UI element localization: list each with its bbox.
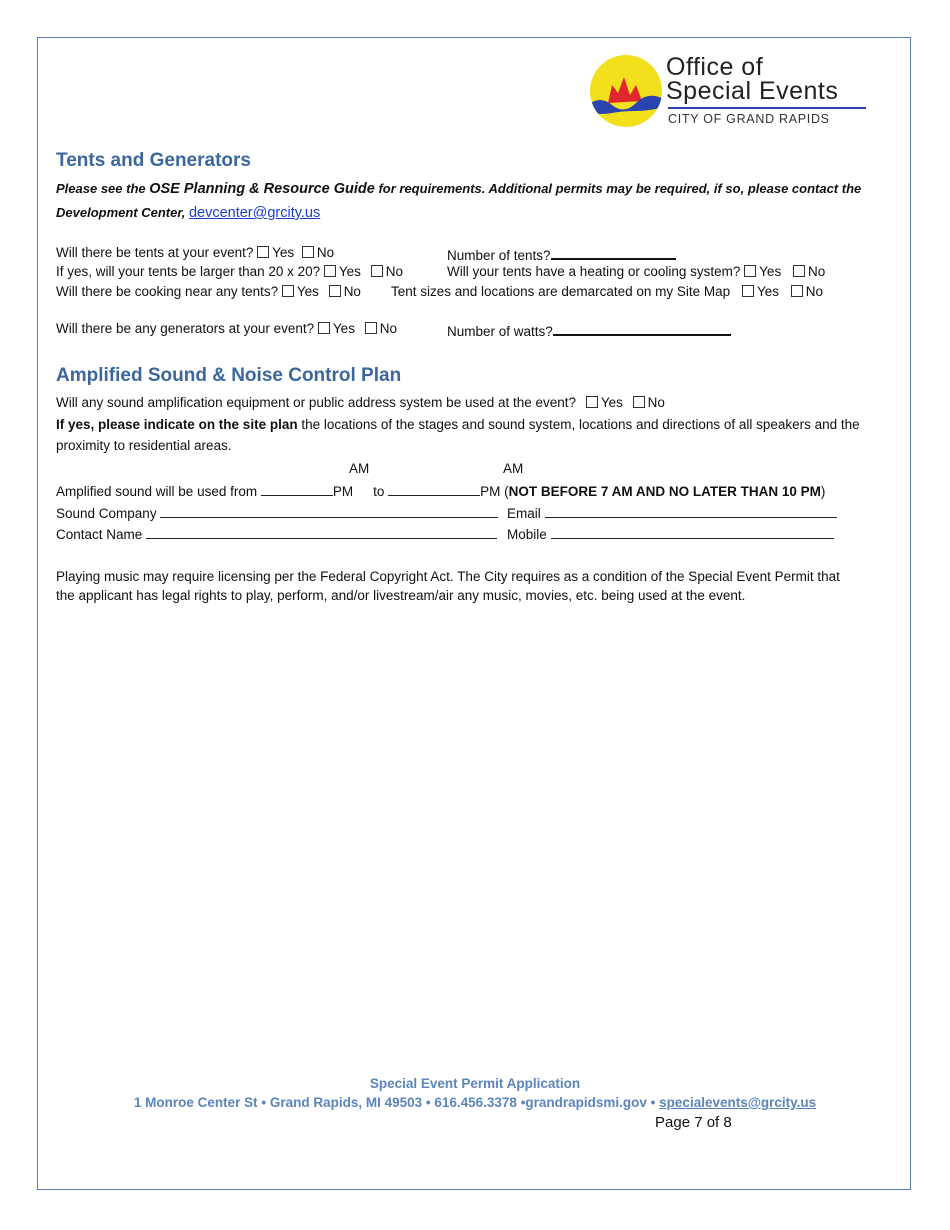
amplification-yes-checkbox[interactable] [586, 396, 598, 408]
sound-time-row: Amplified sound will be used from PM to PM (NOT BEFORE 7 AM AND NO LATER THAN 10 PM) [56, 481, 825, 501]
office-of-special-events-logo [590, 55, 895, 130]
logo-divider [668, 107, 866, 109]
end-am-label: AM [503, 461, 524, 476]
generators-yes-checkbox[interactable] [318, 322, 330, 334]
tents-larger-yes-checkbox[interactable] [324, 265, 336, 277]
contact-name-field[interactable] [146, 524, 497, 539]
cooking-no-checkbox[interactable] [329, 285, 341, 297]
logo-emblem-icon [590, 55, 662, 127]
logo-line-2: Special Events [666, 77, 839, 105]
mobile-row: Mobile [507, 524, 834, 544]
email-field[interactable] [545, 503, 837, 518]
number-of-tents-row: Number of tents? [447, 244, 676, 265]
logo-line-3: CITY OF GRAND RAPIDS [668, 112, 830, 126]
tents-note-line1: Please see the OSE Planning & Resource Guide for requirements. Additional permits may be required, if so, please contact the [56, 181, 862, 197]
number-of-watts-field[interactable] [553, 320, 731, 336]
site-plan-instruction-2: proximity to residential areas. [56, 438, 232, 453]
sound-company-field[interactable] [160, 503, 498, 518]
heating-no-checkbox[interactable] [793, 265, 805, 277]
devcenter-email-link[interactable]: devcenter@grcity.us [188, 205, 321, 221]
sound-start-time-field[interactable] [261, 481, 333, 496]
footer-title: Special Event Permit Application [369, 1076, 581, 1091]
start-am-label: AM [349, 461, 370, 476]
specialevents-email-link[interactable]: specialevents@grcity.us [659, 1095, 817, 1110]
footer-address: 1 Monroe Center St • Grand Rapids, MI 49503 • 616.456.3378 •grandrapidsmi.gov • specialevents@grcity.us [133, 1095, 817, 1110]
heating-cooling-row: Will your tents have a heating or cooling system? Yes No [447, 264, 826, 279]
number-of-watts-row: Number of watts? [447, 320, 731, 341]
amplification-no-checkbox[interactable] [633, 396, 645, 408]
site-plan-instruction: If yes, please indicate on the site plan the locations of the stages and sound system, locations and directions of all speakers and the [56, 417, 860, 432]
site-map-yes-checkbox[interactable] [742, 285, 754, 297]
sound-time-limit: NOT BEFORE 7 AM AND NO LATER THAN 10 PM [508, 484, 821, 499]
copyright-notice-line2: the applicant has legal rights to play, perform, and/or livestream/air any music, movies, etc. being used at the event. [56, 588, 746, 603]
sound-company-row: Sound Company [56, 503, 498, 523]
planning-guide-title: OSE Planning & Resource Guide [149, 181, 375, 197]
tents-yes-checkbox[interactable] [257, 246, 269, 258]
mobile-field[interactable] [551, 524, 834, 539]
generators-no-checkbox[interactable] [365, 322, 377, 334]
cooking-yes-checkbox[interactable] [282, 285, 294, 297]
sound-end-time-field[interactable] [388, 481, 480, 496]
number-of-tents-field[interactable] [551, 244, 676, 260]
site-map-no-checkbox[interactable] [791, 285, 803, 297]
tents-question-row: Will there be tents at your event? Yes No [56, 245, 335, 260]
page-number: Page 7 of 8 [655, 1114, 732, 1131]
heating-yes-checkbox[interactable] [744, 265, 756, 277]
cooking-row: Will there be cooking near any tents? Yes No [56, 284, 361, 299]
generators-row: Will there be any generators at your event? Yes No [56, 321, 397, 336]
tents-larger-row: If yes, will your tents be larger than 20 x 20? Yes No [56, 264, 403, 279]
amplification-row: Will any sound amplification equipment or public address system be used at the event? Yes No [56, 395, 665, 410]
sound-heading: Amplified Sound & Noise Control Plan [56, 365, 402, 386]
site-map-row: Tent sizes and locations are demarcated on my Site Map Yes No [391, 284, 824, 299]
tents-no-checkbox[interactable] [302, 246, 314, 258]
tents-heading: Tents and Generators [56, 150, 251, 171]
tents-larger-no-checkbox[interactable] [371, 265, 383, 277]
logo-line-1: Office of [666, 53, 764, 81]
contact-name-row: Contact Name [56, 524, 497, 544]
copyright-notice-line1: Playing music may require licensing per the Federal Copyright Act. The City requires as a condition of the Special Event Permit that [56, 569, 840, 584]
email-row: Email [507, 503, 837, 523]
tents-note-line2: Development Center, devcenter@grcity.us [56, 205, 321, 221]
